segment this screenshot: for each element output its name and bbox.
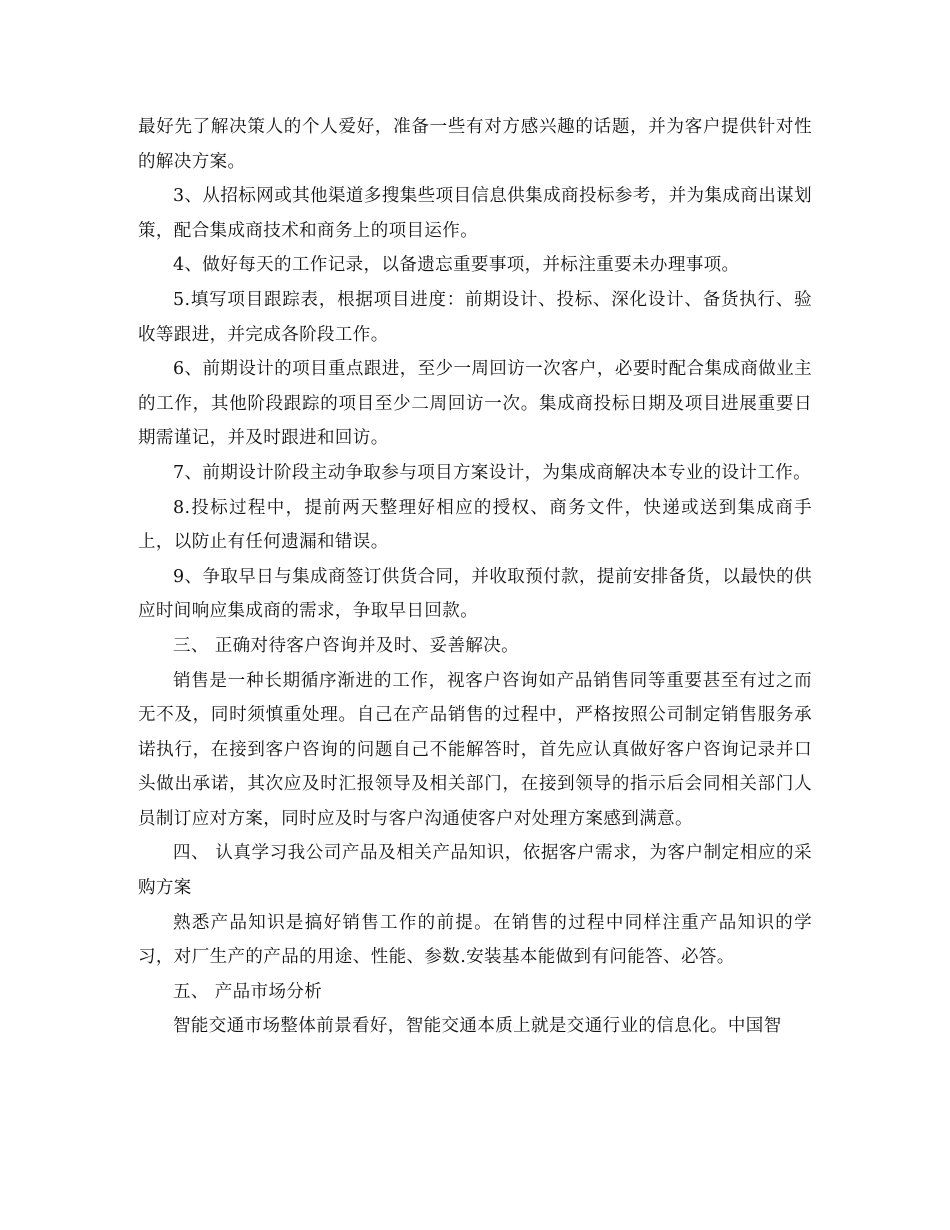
document-body — [138, 110, 812, 1044]
paragraph-1: 最好先了解决策人的个人爱好，准备一些有对方感兴趣的话题，并为客户提供针对性的解决方案。 — [138, 117, 812, 172]
paragraph-item-9: 9、争取早日与集成商签订供货合同，并收取预付款，提前安排备货，以最快的供应时间响应集成商的需求，争取早日回款。 — [138, 566, 812, 622]
section-heading-4: 四、 认真学习我公司产品及相关产品知识，依据客户需求，为客户制定相应的采购方案 — [138, 843, 812, 899]
paragraph-market-analysis: 智能交通市场整体前景看好，智能交通本质上就是交通行业的信息化。中国智 — [173, 1016, 782, 1037]
paragraph-item-3: 3、从招标网或其他渠道多搜集些项目信息供集成商投标参考，并为集成商出谋划策，配合集成商技术和商务上的项目运作。 — [138, 186, 812, 241]
paragraph-item-7: 7、前期设计阶段主动争取参与项目方案设计，为集成商解决本专业的设计工作。 — [173, 462, 812, 483]
section-heading-5: 五、 产品市场分析 — [173, 981, 323, 1002]
paragraph-item-5: 5.填写项目跟踪表，根据项目进度：前期设计、投标、深化设计、备货执行、验收等跟进，并完成各阶段工作。 — [138, 289, 812, 345]
section-heading-3: 三、 正确对待客户咨询并及时、妥善解决。 — [173, 635, 520, 656]
paragraph-item-6: 6、前期设计的项目重点跟进，至少一周回访一次客户，必要时配合集成商做业主的工作，其他阶段跟踪的项目至少二周回访一次。集成商投标日期及项目进展重要日期需谨记，并及时跟进和回访。 — [138, 359, 812, 449]
paragraph-item-8: 8.投标过程中，提前两天整理好相应的授权、商务文件，快递或送到集成商手上，以防止有任何遗漏和错误。 — [138, 497, 812, 553]
paragraph-item-4: 4、做好每天的工作记录，以备遗忘重要事项，并标注重要未办理事项。 — [173, 255, 740, 276]
paragraph-sales-consulting: 销售是一种长期循序渐进的工作，视客户咨询如产品销售同等重要甚至有过之而无不及，同时须慎重处理。自己在产品销售的过程中，严格按照公司制定销售服务承诺执行，在接到客户咨询的问题自己不能解答时，首先应认真做好客户咨询记录并口头做出承诺，其次应及时汇报领导及相关部门，在接到领导的指示后会同相关部门人员制订应对方案，同时应及时与客户沟通使客户对处理方案感到满意。 — [138, 670, 812, 829]
paragraph-product-knowledge: 熟悉产品知识是搞好销售工作的前提。在销售的过程中同样注重产品知识的学习，对厂生产的产品的用途、性能、参数.安装基本能做到有问能答、必答。 — [138, 912, 812, 968]
